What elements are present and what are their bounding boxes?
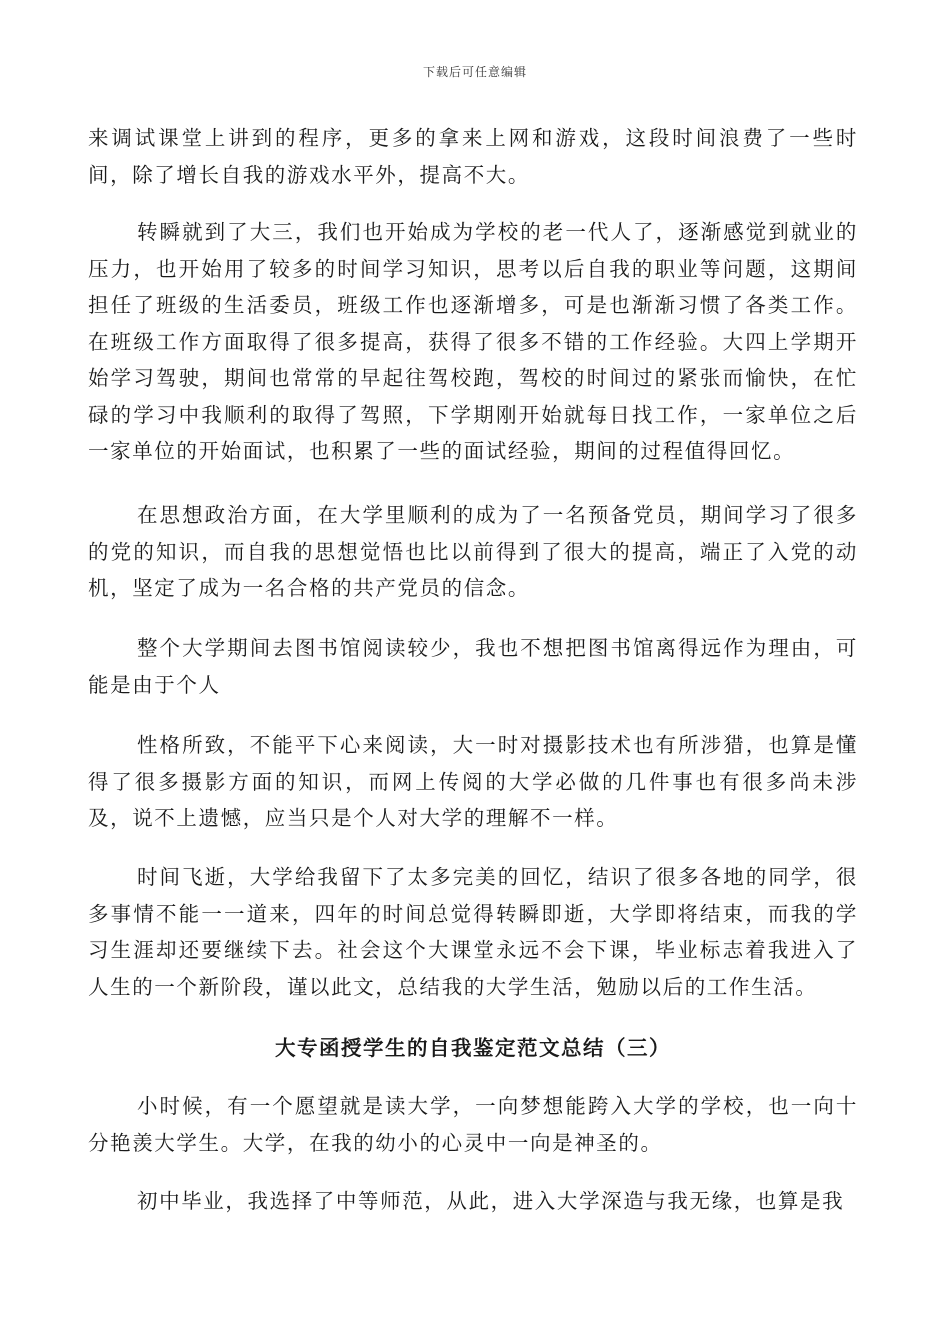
paragraph-personality: 性格所致，不能平下心来阅读，大一时对摄影技术也有所涉猎，也算是懂得了很多摄影方面的知识，而网上传阅的大学必做的几件事也有很多尚未涉及，说不上遗憾，应当只是个人对大学的理解不一样。 — [88, 733, 858, 830]
paragraph-middle-school: 初中毕业，我选择了中等师范，从此，进入大学深造与我无缘，也算是我 — [137, 1189, 845, 1213]
paragraph-time-flies: 时间飞逝，大学给我留下了太多完美的回忆，结识了很多各地的同学，很多事情不能一一道来，四年的时间总觉得转瞬即逝，大学即将结束，而我的学习生涯却还要继续下去。社会这个大课堂永远不会下课，毕业标志着我进入了人生的一个新阶段，谨以此文，总结我的大学生活，勉励以后的工作生活。 — [88, 865, 858, 999]
paragraph-childhood: 小时候，有一个愿望就是读大学，一向梦想能跨入大学的学校，也一向十分艳羡大学生。大学，在我的幼小的心灵中一向是神圣的。 — [88, 1094, 858, 1155]
paragraph-library: 整个大学期间去图书馆阅读较少，我也不想把图书馆离得远作为理由，可能是由于个人 — [88, 636, 858, 697]
paragraph-continuation: 来调试课堂上讲到的程序，更多的拿来上网和游戏，这段时间浪费了一些时间，除了增长自我的游戏水平外，提高不大。 — [88, 126, 858, 187]
paragraph-junior-year: 转瞬就到了大三，我们也开始成为学校的老一代人了，逐渐感觉到就业的压力，也开始用了较多的时间学习知识，思考以后自我的职业等问题，这期间担任了班级的生活委员，班级工作也逐渐增多，可是也渐渐习惯了各类工作。在班级工作方面取得了很多提高，获得了很多不错的工作经验。大四上学期开始学习驾驶，期间也常常的早起往驾校跑，驾校的时间过的紧张而愉快，在忙碌的学习中我顺利的取得了驾照，下学期刚开始就每日找工作，一家单位之后一家单位的开始面试，也积累了一些的面试经验，期间的过程值得回忆。 — [88, 220, 858, 463]
page-header: 下载后可任意编辑 — [422, 65, 527, 79]
paragraph-political: 在思想政治方面，在大学里顺利的成为了一名预备党员，期间学习了很多的党的知识，而自我的思想觉悟也比以前得到了很大的提高，端正了入党的动机，坚定了成为一名合格的共产党员的信念。 — [88, 503, 858, 600]
section-heading: 大专函授学生的自我鉴定范文总结（三） — [275, 1036, 671, 1060]
